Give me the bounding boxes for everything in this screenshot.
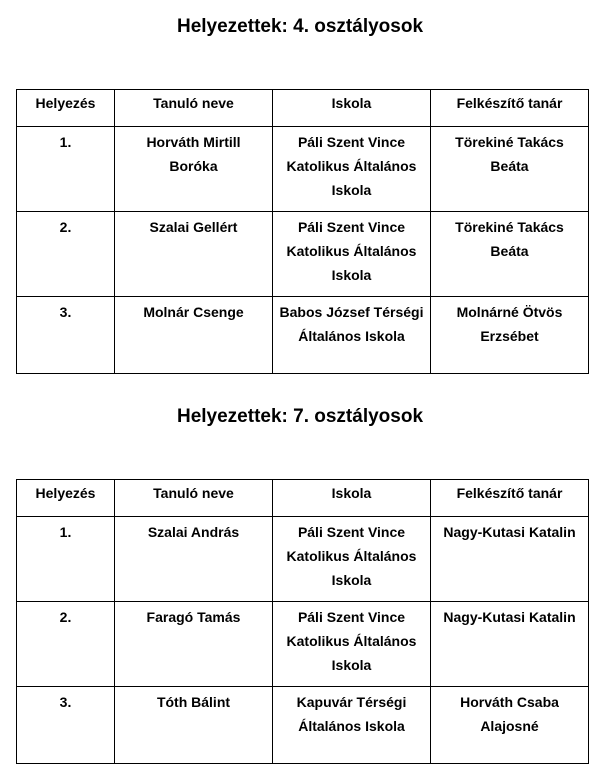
table-row <box>17 127 589 212</box>
school-line: Kapuvár Térségi <box>296 694 407 710</box>
results-table-7th-grade <box>16 479 589 764</box>
header-teacher: Felkészítő tanár <box>431 480 589 517</box>
teacher-line: Törekiné Takács <box>455 219 564 235</box>
header-student: Tanuló neve <box>115 90 273 127</box>
header-teacher: Felkészítő tanár <box>431 90 589 127</box>
school-line: Katolikus Általános <box>286 633 417 649</box>
school-line: Iskola <box>331 572 372 588</box>
school-line: Általános Iskola <box>298 718 405 734</box>
school-cell <box>273 602 431 687</box>
student-cell <box>115 602 273 687</box>
header-school: Iskola <box>273 480 431 517</box>
teacher-cell <box>431 517 589 602</box>
table-header-row <box>17 90 589 127</box>
place-cell <box>17 127 115 212</box>
table-row <box>17 517 589 602</box>
teacher-line: Molnárné Ötvös <box>456 304 563 320</box>
teacher-line: Alajosné <box>480 718 539 734</box>
table-row <box>17 602 589 687</box>
place-cell <box>17 212 115 297</box>
teacher-line: Nagy-Kutasi Katalin <box>443 524 576 540</box>
place-cell <box>17 687 115 764</box>
teacher-line: Erzsébet <box>480 328 539 344</box>
section-title-4th-grade: Helyezettek: 4. osztályosok <box>176 16 424 37</box>
place-cell <box>17 297 115 374</box>
student-line: Tóth Bálint <box>156 694 231 710</box>
header-place: Helyezés <box>17 480 115 517</box>
header-place: Helyezés <box>17 90 115 127</box>
place-cell <box>17 602 115 687</box>
school-line: Általános Iskola <box>298 328 405 344</box>
school-line: Katolikus Általános <box>286 243 417 259</box>
teacher-cell <box>431 297 589 374</box>
student-line: Molnár Csenge <box>143 304 244 320</box>
table-row <box>17 687 589 764</box>
table-header-row <box>17 480 589 517</box>
school-line: Iskola <box>331 267 372 283</box>
school-cell <box>273 127 431 212</box>
teacher-line: Törekiné Takács <box>455 134 564 150</box>
school-line: Katolikus Általános <box>286 158 417 174</box>
school-line: Iskola <box>331 657 372 673</box>
teacher-line: Beáta <box>490 243 529 259</box>
student-line: Boróka <box>169 158 218 174</box>
table-row <box>17 297 589 374</box>
school-cell <box>273 517 431 602</box>
place-text: 3. <box>59 694 72 710</box>
place-text: 2. <box>59 219 72 235</box>
place-text: 1. <box>59 524 72 540</box>
place-text: 3. <box>59 304 72 320</box>
header-school: Iskola <box>273 90 431 127</box>
student-cell <box>115 517 273 602</box>
teacher-cell <box>431 687 589 764</box>
teacher-line: Nagy-Kutasi Katalin <box>443 609 576 625</box>
student-cell <box>115 297 273 374</box>
header-student: Tanuló neve <box>115 480 273 517</box>
student-cell <box>115 212 273 297</box>
results-table-4th-grade <box>16 89 589 374</box>
school-line: Iskola <box>331 182 372 198</box>
school-line: Páli Szent Vince <box>297 609 406 625</box>
school-line: Páli Szent Vince <box>297 524 406 540</box>
school-line: Páli Szent Vince <box>297 219 406 235</box>
place-cell <box>17 517 115 602</box>
school-line: Katolikus Általános <box>286 548 417 564</box>
student-line: Horváth Mirtill <box>146 134 241 150</box>
school-cell <box>273 297 431 374</box>
table-row <box>17 212 589 297</box>
school-cell <box>273 212 431 297</box>
teacher-line: Beáta <box>490 158 529 174</box>
school-cell <box>273 687 431 764</box>
student-cell <box>115 687 273 764</box>
teacher-line: Horváth Csaba <box>460 694 559 710</box>
section-title-7th-grade: Helyezettek: 7. osztályosok <box>176 406 424 427</box>
student-line: Faragó Tamás <box>146 609 241 625</box>
student-line: Szalai András <box>147 524 240 540</box>
student-cell <box>115 127 273 212</box>
place-text: 1. <box>59 134 72 150</box>
teacher-cell <box>431 602 589 687</box>
teacher-cell <box>431 127 589 212</box>
school-line: Babos József Térségi <box>279 304 424 320</box>
place-text: 2. <box>59 609 72 625</box>
teacher-cell <box>431 212 589 297</box>
school-line: Páli Szent Vince <box>297 134 406 150</box>
student-line: Szalai Gellért <box>149 219 238 235</box>
